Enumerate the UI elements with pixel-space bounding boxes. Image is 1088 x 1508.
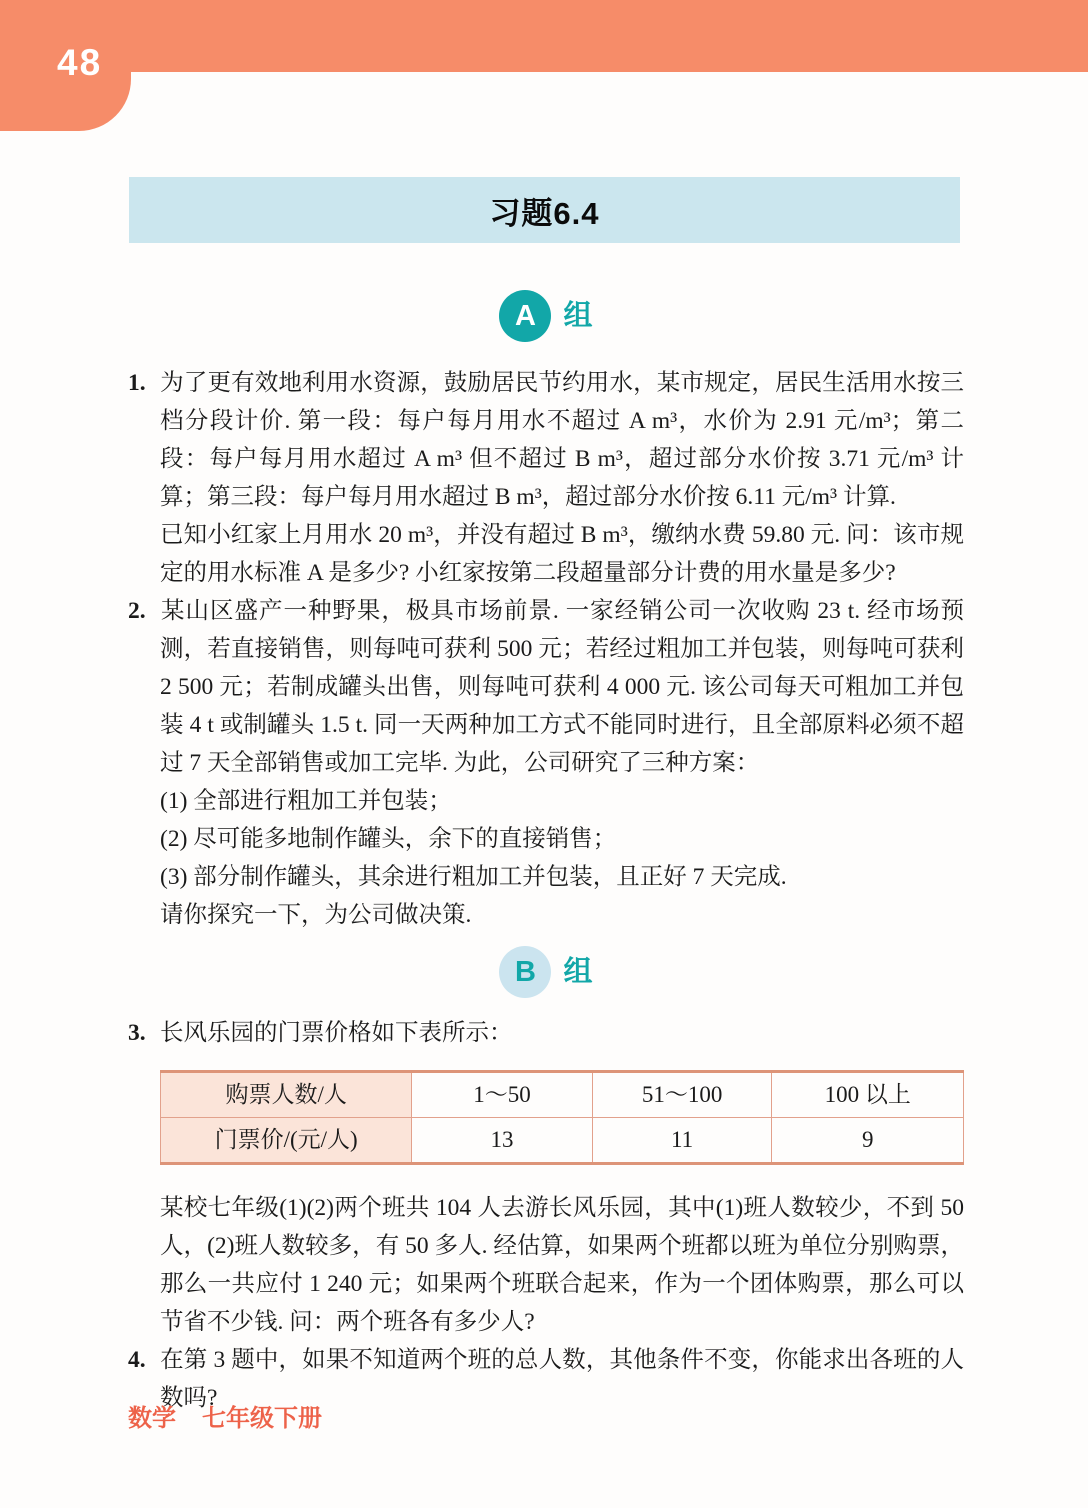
footer-volume: 七年级下册 xyxy=(202,1405,322,1432)
problem-4-number: 4. xyxy=(128,1347,146,1373)
problem-3 xyxy=(128,1014,964,1052)
problem-1 xyxy=(128,364,964,516)
problem-2-closing: 请你探究一下，为公司做决策. xyxy=(160,902,472,928)
page-content xyxy=(128,290,964,1417)
problem-2 xyxy=(128,592,964,782)
problem-1-paragraph-2: 已知小红家上月用水 20 m³，并没有超过 B m³，缴纳水费 59.80 元. 问：该市规定的用水标准 A 是多少? 小红家按第二段超量部分计费的用水量是多少? xyxy=(160,522,964,586)
problem-1-text: 为了更有效地利用水资源，鼓励居民节约用水，某市规定，居民生活用水按三档分段计价. 第一段：每户每月用水不超过 A m³，水价为 2.91 元/m³；第二段：每户每月用水超过 A m³ 但不超过 B m³，超过部分水价按 3.71 元/m³ 计算；第三段：每户每月用水超过 B m³，超过部分水价按 6.11 元/m³ 计算. xyxy=(160,370,964,510)
group-b-header xyxy=(128,946,964,998)
table-cell: 100 以上 xyxy=(772,1072,964,1118)
problem-2-number: 2. xyxy=(128,598,146,624)
book-footer xyxy=(128,1398,322,1433)
page-number: 48 xyxy=(57,42,103,83)
problem-2-option-2: (2) 尽可能多地制作罐头，余下的直接销售； xyxy=(160,826,617,852)
exercise-title: 习题6.4 xyxy=(489,195,600,231)
problem-3-paragraph-2: 某校七年级(1)(2)两个班共 104 人去游长风乐园，其中(1)班人数较少，不到 50 人，(2)班人数较多，有 50 多人. 经估算，如果两个班都以班为单位分别购票，那么一共应付 1 240 元；如果两个班联合起来，作为一个团体购票，那么可以节省不少钱. 问：两个班各有多少人? xyxy=(160,1195,964,1335)
group-b-label: B xyxy=(515,956,536,988)
problem-3-number: 3. xyxy=(128,1020,146,1046)
group-b-badge xyxy=(499,946,551,998)
ticket-price-table xyxy=(160,1070,964,1165)
footer-subject: 数学 xyxy=(128,1405,176,1432)
top-orange-band xyxy=(0,0,1088,72)
group-a-suffix: 组 xyxy=(563,300,593,332)
table-row xyxy=(161,1072,964,1118)
table-cell: 11 xyxy=(592,1118,772,1164)
group-b-suffix: 组 xyxy=(563,956,593,988)
problem-3-intro: 长风乐园的门票价格如下表所示： xyxy=(160,1020,513,1046)
table-cell: 1～50 xyxy=(412,1072,593,1118)
table-row xyxy=(161,1118,964,1164)
table-header-cell: 门票价/(元/人) xyxy=(161,1118,412,1164)
problem-4-text: 在第 3 题中，如果不知道两个班的总人数，其他条件不变，你能求出各班的人数吗? xyxy=(160,1347,964,1411)
table-cell: 13 xyxy=(412,1118,593,1164)
problem-2-text: 某山区盛产一种野果，极具市场前景. 一家经销公司一次收购 23 t. 经市场预测，若直接销售，则每吨可获利 500 元；若经过粗加工并包装，则每吨可获利 2 500 元；若制成罐头出售，则每吨可获利 4 000 元. 该公司每天可粗加工并包装 4 t 或制罐头 1.5 t. 同一天两种加工方式不能同时进行，且全部原料必须不超过 7 天全部销售或加工完毕. 为此，公司研究了三种方案： xyxy=(160,598,964,776)
group-a-label: A xyxy=(515,300,536,332)
problem-1-number: 1. xyxy=(128,370,146,396)
problem-2-option-3: (3) 部分制作罐头，其余进行粗加工并包装，且正好 7 天完成. xyxy=(160,864,787,890)
group-a-header xyxy=(128,290,964,342)
table-cell: 9 xyxy=(772,1118,964,1164)
exercise-banner xyxy=(129,177,960,243)
group-a-badge xyxy=(499,290,551,342)
problem-2-option-1: (1) 全部进行粗加工并包装； xyxy=(160,788,452,814)
table-header-cell: 购票人数/人 xyxy=(161,1072,412,1118)
table-cell: 51～100 xyxy=(592,1072,772,1118)
